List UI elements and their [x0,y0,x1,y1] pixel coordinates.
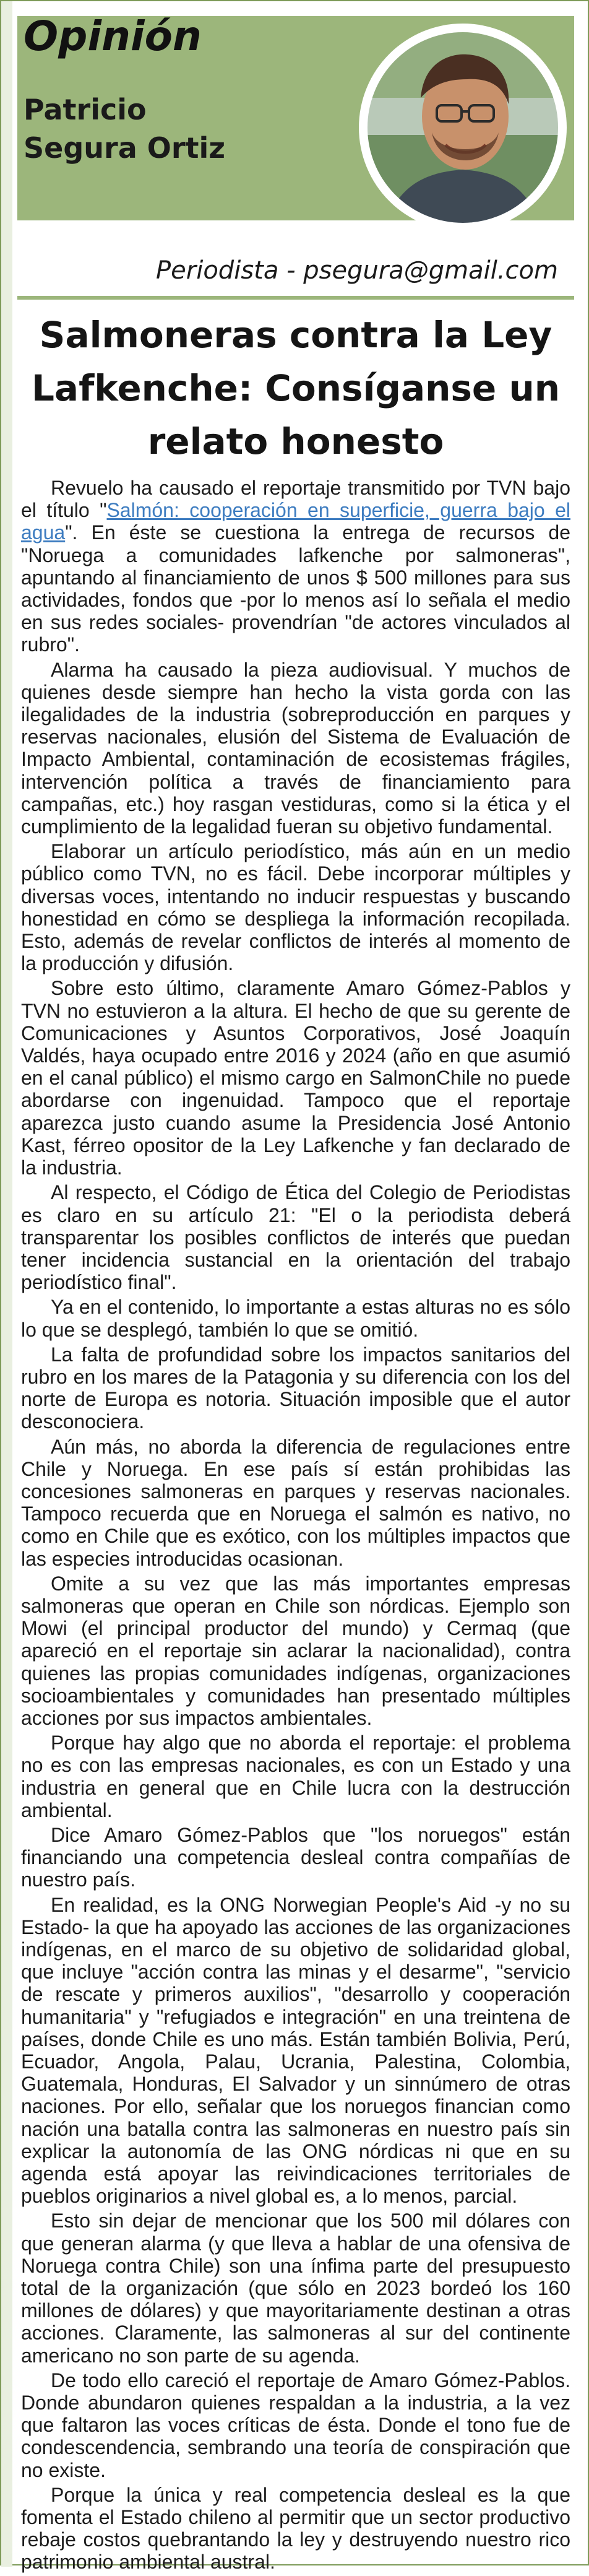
divider [17,296,574,300]
paragraph-9: Omite a su vez que las más importantes empresas salmoneras que operan en Chile son nórdicas. Ejemplo son Mowi (el principal productor del mundo) y Cermaq (que apareció en el reportaje sin aclarar la nacionalidad), contra quienes las propias comunidades indígenas, organizaciones socioambientales y comunidades han presentado múltiples acciones por sus impactos ambientales. [21,1572,570,1729]
scan-edge [1,1,12,2567]
report-title-link[interactable]: Salmón: cooperación en superficie, guerra bajo el agua [21,499,571,544]
paragraph-8: Aún más, no aborda la diferencia de regulaciones entre Chile y Noruega. En ese país sí están prohibidas las concesiones salmoneras en parques y reservas nacionales. Tampoco recuerda que en Noruega el salmón es nativo, no como en Chile que es exótico, con los múltiples impactos que las especies introducidas ocasionan. [21,1435,570,1570]
header-text [24,12,320,167]
section-title: Opinión [24,12,202,60]
author-first-name: Patricio [24,93,147,126]
paragraph-1 [21,477,570,656]
paragraph-15: Porque la única y real competencia desleal es la que fomenta el Estado chileno al permitir que un sector productivo rebaje costos quebrantando la ley y destruyendo nuestro rico patrimonio ambiental austral. [21,2483,570,2574]
paragraph-7: La falta de profundidad sobre los impactos sanitarios del rubro en los mares de la Patagonia y su diferencia con los del norte de Europa es notoria. Situación imposible que el autor desconociera. [21,1343,570,1433]
paragraph-2: Alarma ha causado la pieza audiovisual. Y muchos de quienes desde siempre han hecho la vista gorda con las ilegalidades de la industria (sobreproducción en parques y reservas nacionales, elusión del Sistema de Evaluación de Impacto Ambiental, contaminación de ecosistemas frágiles, intervención política a través de financiamiento para campañas, etc.) hoy rasgan vestiduras, como si la ética y el cumplimiento de la legalidad fueran su objetivo fundamental. [21,658,570,838]
paragraph-3: Elaborar un artículo periodístico, más aún en un medio público como TVN, no es fácil. Debe incorporar múltiples y diversas voces, intentando no inducir respuestas y buscando honestidad en cómo se despliega la información recopilada. Esto, además de revelar conflictos de interés al momento de la producción y difusión. [21,840,570,975]
paragraph-10: Porque hay algo que no aborda el reportaje: el problema no es con las empresas nacionales, es con un Estado y una industria en general que en Chile lucra con la destrucción ambiental. [21,1732,570,1821]
paragraph-12: En realidad, es la ONG Norwegian People's Aid -y no su Estado- la que ha apoyado las acciones de las organizaciones indígenas, en el marco de su objetivo de solidaridad global, que incluye "acción contra las minas y el desarme", "servicio de rescate y primeros auxilios", "desarrollo y cooperación humanitaria" y "refugiados e integración" en una treintena de países, donde Chile es uno más. Están también Bolivia, Perú, Ecuador, Angola, Palau, Ucrania, Palestina, Colombia, Guatemala, Honduras, El Salvador y un sinnúmero de otras naciones. Por ello, señalar que los noruegos financian como nación una batalla contra las salmoneras en nuestro país sin explicar la autonomía de las ONG nórdicas ni que en su agenda está apoyar las reivindicaciones territoriales de pueblos originarios a nivel global es, a lo menos, parcial. [21,1893,570,2208]
headline: Salmoneras contra la Ley Lafkenche: Consíganse un relato honesto [31,314,561,462]
paragraph-5: Al respecto, el Código de Ética del Colegio de Periodistas es claro en su artículo 21: "El o la periodista deberá transparentar los posibles conflictos de interés que puedan tener incidencia sustancial en la orientación del trabajo periodístico final". [21,1181,570,1294]
paragraph-13: Esto sin dejar de mencionar que los 500 mil dólares con que generan alarma (y que lleva a hablar de una ofensiva de Noruega contra Chile) son una ínfima parte del presupuesto total de la organización (que sólo en 2023 bordeó los 160 millones de dólares) y que mayoritariamente destinan a otras acciones. Claramente, las salmoneras al sur del continente americano no son parte de su agenda. [21,2210,570,2367]
author-last-name: Segura Ortiz [24,131,226,165]
paragraph-6: Ya en el contenido, lo importante a estas alturas no es sólo lo que se desplegó, también lo que se omitió. [21,1296,570,1341]
paragraph-14: De todo ello careció el reportaje de Amaro Gómez-Pablos. Donde abundaron quienes respaldan a la industria, a la vez que faltaron las voces críticas de ésta. Donde el tono fue de condescendencia, sembrando una teoría de conspiración que no existe. [21,2369,570,2481]
article-body [21,477,570,2576]
author-photo [359,24,567,232]
paragraph-1-rest: ". En éste se cuestiona la entrega de recursos de "Noruega a comunidades lafkenche por salmoneras", apuntando al financiamiento de unos $ 500 millones para sus actividades, fondos que -por lo menos así lo señala el medio en sus redes sociales- provendrían "de actores vinculados al rubro". [21,521,570,656]
paragraph-1-intro: Revuelo ha causado el reportaje transmitido por TVN bajo el título " [21,477,570,522]
paragraph-4: Sobre esto último, claramente Amaro Gómez-Pablos y TVN no estuvieron a la altura. El hecho de que su gerente de Comunicaciones y Asuntos Corporativos, José Joaquín Valdés, haya ocupado entre 2016 y 2024 (año en que asumió en el canal público) el mismo cargo en SalmonChile no puede abordarse con ingenuidad. Tampoco que el reportaje aparezca justo cuando asume la Presidencia José Antonio Kast, férreo opositor de la Ley Lafkenche y fan declarado de la industria. [21,977,570,1179]
paragraph-11: Dice Amaro Gómez-Pablos que "los noruegos" están financiando una competencia desleal contra compañías de nuestro país. [21,1823,570,1891]
byline: Periodista - psegura@gmail.com [156,256,558,285]
